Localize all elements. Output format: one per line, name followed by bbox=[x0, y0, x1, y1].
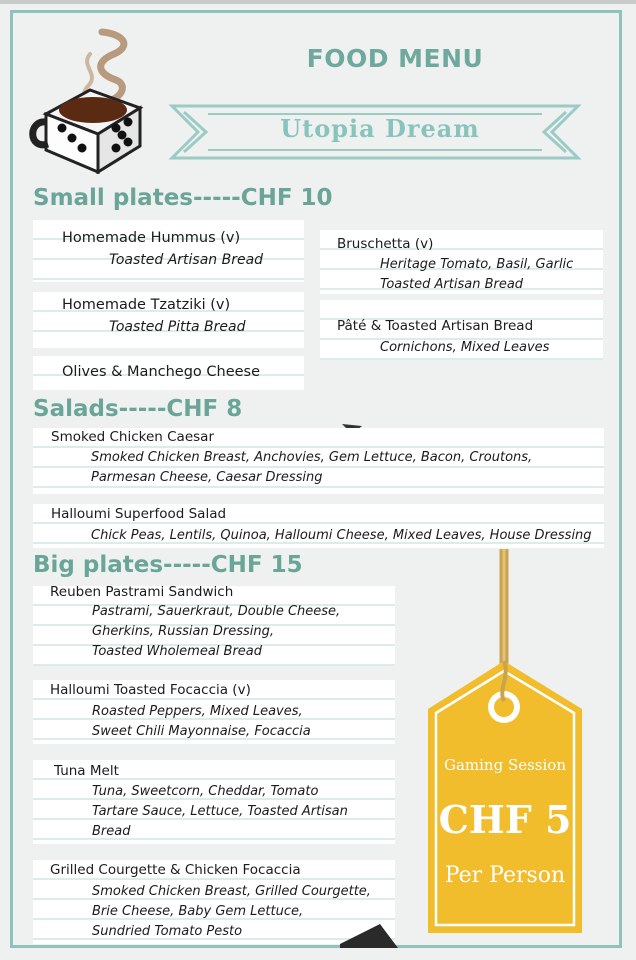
menu-item-caesar bbox=[33, 428, 604, 494]
menu-item-olives bbox=[33, 356, 304, 390]
item-name: Pâté & Toasted Artisan Bread bbox=[337, 318, 534, 334]
tag-line-gaming-session: Gaming Session bbox=[443, 756, 566, 774]
menu-item-halloumi-focaccia bbox=[33, 680, 395, 744]
item-name: Homemade Tzatziki (v) bbox=[62, 297, 231, 313]
menu-item-pate bbox=[320, 300, 603, 360]
item-name: Bruschetta (v) bbox=[337, 236, 434, 252]
item-name: Grilled Courgette & Chicken Focaccia bbox=[50, 862, 301, 878]
item-description: Smoked Chicken Breast, Anchovies, Gem Lettuce, Bacon, Croutons, Parmesan Cheese, Caesar Dressing bbox=[91, 450, 533, 485]
banner-text: Utopia Dream bbox=[280, 114, 480, 143]
menu-item-halloumi-salad bbox=[33, 504, 604, 548]
torn-corner-decoration bbox=[340, 924, 400, 948]
item-description: Toasted Pitta Bread bbox=[109, 319, 246, 335]
section-title-small-plates: Small plates-----CHF 10 bbox=[33, 185, 333, 211]
menu-item-tzatziki bbox=[33, 292, 304, 348]
item-name: Smoked Chicken Caesar bbox=[51, 429, 214, 445]
item-name: Homemade Hummus (v) bbox=[62, 230, 241, 246]
item-description: Heritage Tomato, Basil, Garlic Toasted Artisan Bread bbox=[380, 257, 574, 292]
item-name: Halloumi Superfood Salad bbox=[51, 506, 227, 522]
coffee-dice-logo bbox=[28, 24, 158, 174]
gaming-session-price-tag bbox=[420, 549, 590, 939]
item-name: Reuben Pastrami Sandwich bbox=[50, 584, 234, 600]
tag-line-price: CHF 5 bbox=[438, 797, 572, 842]
menu-item-reuben bbox=[33, 586, 395, 666]
section-title-salads: Salads-----CHF 8 bbox=[33, 396, 243, 422]
section-title-big-plates: Big plates-----CHF 15 bbox=[33, 552, 303, 578]
item-name: Olives & Manchego Cheese bbox=[62, 364, 261, 380]
item-description: Roasted Peppers, Mixed Leaves, Sweet Chili Mayonnaise, Focaccia bbox=[92, 704, 311, 739]
item-description: Cornichons, Mixed Leaves bbox=[380, 340, 550, 355]
menu-item-bruschetta bbox=[320, 230, 603, 294]
item-name: Tuna Melt bbox=[54, 763, 119, 779]
item-description: Chick Peas, Lentils, Quinoa, Halloumi Cheese, Mixed Leaves, House Dressing bbox=[91, 528, 592, 543]
menu-page bbox=[0, 4, 636, 960]
menu-item-hummus bbox=[33, 220, 304, 282]
item-description: Smoked Chicken Breast, Grilled Courgette, Brie Cheese, Baby Gem Lettuce, Sundried Tomato Pesto bbox=[92, 884, 371, 939]
menu-title: FOOD MENU bbox=[306, 44, 484, 73]
menu-item-tuna-melt bbox=[33, 760, 395, 844]
item-name: Halloumi Toasted Focaccia (v) bbox=[50, 682, 251, 698]
item-description: Pastrami, Sauerkraut, Double Cheese, Gherkins, Russian Dressing, Toasted Wholemeal Bread bbox=[92, 604, 341, 659]
item-description: Tuna, Sweetcorn, Cheddar, Tomato Tartare Sauce, Lettuce, Toasted Artisan Bread bbox=[92, 784, 348, 839]
item-description: Toasted Artisan Bread bbox=[109, 252, 264, 268]
tag-line-per-person: Per Person bbox=[444, 863, 566, 888]
